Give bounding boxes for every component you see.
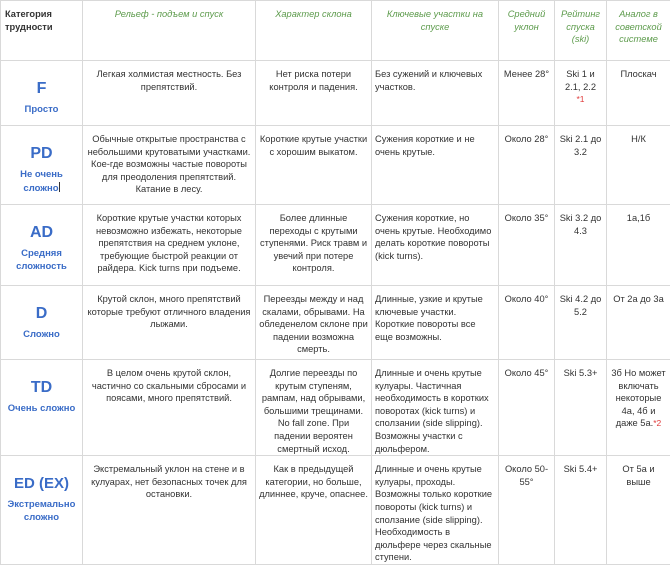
rating-value: Ski 2.1 до 3.2 xyxy=(560,134,602,157)
rating-cell xyxy=(555,205,607,286)
grade-name: Средняя сложность xyxy=(4,248,79,273)
rating-cell xyxy=(555,286,607,360)
table-row xyxy=(1,126,670,205)
relief-cell: Экстремальный уклон на стене и в кулуарах, нет безопасных точек для остановки. xyxy=(83,456,256,565)
key-cell: Сужения короткие, но очень крутые. Необходимо делать короткие повороты (kick turns). xyxy=(372,205,499,286)
header-soviet-analog: Аналог в советской системе xyxy=(607,1,670,61)
relief-cell: В целом очень крутой склон, частично со скальными сбросами и поясами, много препятствий. xyxy=(83,360,256,456)
grade-name: Сложно xyxy=(4,329,79,342)
header-key-sections: Ключевые участки на спуске xyxy=(372,1,499,61)
avg-cell: Около 28° xyxy=(499,126,555,205)
relief-cell: Короткие крутые участки которых невозможно избежать, некоторые препятствия на среднем уклоне, требующие быстрой реакции от райдера. Kick turns при подъеме. xyxy=(83,205,256,286)
analog-value: От 2а до 3а xyxy=(613,294,664,304)
rating-value: Ski 1 и 2.1, 2.2 xyxy=(565,69,596,92)
rating-value: Ski 5.3+ xyxy=(564,368,598,378)
slope-cell: Короткие крутые участки с хорошим выкатом. xyxy=(256,126,372,205)
grade-code: TD xyxy=(4,378,79,398)
grade-cell xyxy=(1,126,83,205)
analog-cell xyxy=(607,205,670,286)
text-cursor xyxy=(59,182,60,192)
analog-value: 3б Но может включать некоторые 4а, 4б и даже 5а. xyxy=(611,368,665,428)
grade-code: PD xyxy=(4,144,79,164)
table-row xyxy=(1,205,670,286)
grade-code: AD xyxy=(4,223,79,243)
analog-cell xyxy=(607,360,670,456)
rating-value: Ski 4.2 до 5.2 xyxy=(560,294,602,317)
slope-cell: Более длинные переходы с крутыми ступенями. Риск травм и увечий при потере контроля. xyxy=(256,205,372,286)
analog-value: 1а,1б xyxy=(627,213,650,223)
avg-cell: Около 45° xyxy=(499,360,555,456)
table-row xyxy=(1,456,670,565)
avg-cell: Около 35° xyxy=(499,205,555,286)
key-cell: Без сужений и ключевых участков. xyxy=(372,61,499,126)
grade-name: Экстремально сложно xyxy=(4,499,79,524)
table-row xyxy=(1,360,670,456)
relief-cell: Крутой склон, много препятствий которые требуют отличного владения лыжами. xyxy=(83,286,256,360)
rating-footnote: *1 xyxy=(576,94,584,104)
rating-cell xyxy=(555,61,607,126)
rating-value: Ski 5.4+ xyxy=(564,464,598,474)
grade-code: ED (EX) xyxy=(4,474,79,494)
grade-cell xyxy=(1,205,83,286)
grade-name: Очень сложно xyxy=(4,403,79,416)
analog-cell xyxy=(607,456,670,565)
rating-cell xyxy=(555,360,607,456)
table-row xyxy=(1,286,670,360)
avg-cell: Менее 28° xyxy=(499,61,555,126)
grade-name: Просто xyxy=(4,104,79,117)
analog-footnote: *2 xyxy=(653,418,661,428)
header-rating: Рейтинг спуска (ski) xyxy=(555,1,607,61)
avg-cell: Около 40° xyxy=(499,286,555,360)
rating-value: Ski 3.2 до 4.3 xyxy=(560,213,602,236)
slope-cell: Как в предыдущей категории, но больше, длиннее, круче, опаснее. xyxy=(256,456,372,565)
grade-name: Не очень сложно xyxy=(4,169,79,195)
slope-cell: Долгие переезды по крутым ступеням, рампам, над обрывами, большими трещинами. No fall zone. При падении вероятен смертный исход. xyxy=(256,360,372,456)
key-cell: Сужения короткие и не очень крутые. xyxy=(372,126,499,205)
slope-cell: Нет риска потери контроля и падения. xyxy=(256,61,372,126)
grade-cell xyxy=(1,456,83,565)
analog-value: Н/К xyxy=(631,134,646,144)
table-row xyxy=(1,61,670,126)
relief-cell: Легкая холмистая местность. Без препятствий. xyxy=(83,61,256,126)
grade-cell xyxy=(1,286,83,360)
header-avg-slope: Средний уклон xyxy=(499,1,555,61)
grade-code: F xyxy=(4,79,79,99)
analog-value: Плоскач xyxy=(620,69,656,79)
key-cell: Длинные, узкие и крутые ключевые участки. Короткие повороты все еще возможны. xyxy=(372,286,499,360)
header-relief: Рельеф - подъем и спуск xyxy=(83,1,256,61)
header-row xyxy=(1,1,670,61)
slope-cell: Переезды между и над скалами, обрывами. На обледенелом склоне при падении возможна смерть. xyxy=(256,286,372,360)
grade-code: D xyxy=(4,304,79,324)
grade-cell xyxy=(1,61,83,126)
header-category: Категория трудности xyxy=(1,1,83,61)
relief-cell: Обычные открытые пространства с небольшими крутоватыми участками. Кое-где возможны частые повороты для преодоления препятствий. Катание в лесу. xyxy=(83,126,256,205)
avg-cell: Около 50-55° xyxy=(499,456,555,565)
analog-cell xyxy=(607,126,670,205)
header-slope: Характер склона xyxy=(256,1,372,61)
key-cell: Длинные и очень крутые кулуары, проходы. Возможны только короткие повороты (kick turns) и сползание (side slipping). Необходимость в дюльфере через скальные ступени. xyxy=(372,456,499,565)
analog-cell xyxy=(607,61,670,126)
analog-cell xyxy=(607,286,670,360)
key-cell: Длинные и очень крутые кулуары. Частичная необходимость в коротких поворотах (kick turns) и сползании (side slipping). Возможны участки с дюльфером. xyxy=(372,360,499,456)
rating-cell xyxy=(555,126,607,205)
rating-cell xyxy=(555,456,607,565)
analog-value: От 5а и выше xyxy=(622,464,654,487)
grade-cell xyxy=(1,360,83,456)
